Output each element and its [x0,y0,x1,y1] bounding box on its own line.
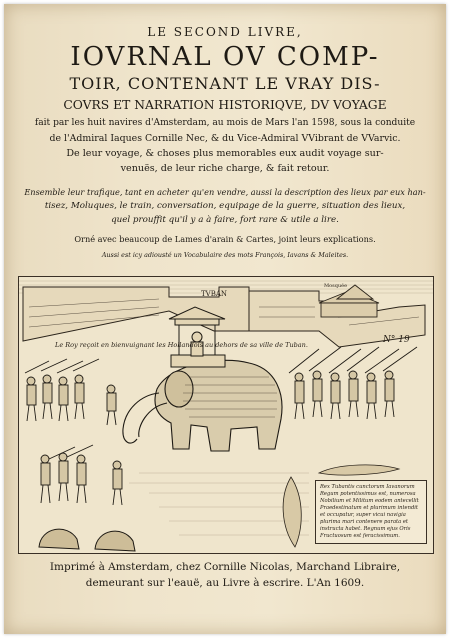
engraving-illustration [18,276,434,554]
shields [39,529,135,551]
title-page [4,4,446,634]
mosque [319,285,379,317]
title-line-4: COVRS ET NARRATION HISTORIQVE, DV VOYAGE [63,98,387,112]
howdah [169,307,225,367]
subtitle-line-1: Ensemble leur trafique, tant en acheter qu'en vendre, aussi la description des lieux par eux han- [24,187,426,197]
imprint-line-1: Imprimé à Amsterdam, chez Cornille Nicolas, Marchand Libraire, [49,561,401,573]
title-line-6: de l'Admiral Iaques Cornille Nec, & du Vice-Admiral VVibrant de VVarvic. [49,133,401,144]
subtitle-line-3: quel prouffit qu'il y a à faire, fort rare & utile a lire. [111,215,339,225]
title-line-2: IOVRNAL OV COMP- [70,42,380,72]
trumpeters [41,445,122,505]
imprint-line-2: demeurant sur l'eauë, au Livre à escrire. L'An 1609. [85,577,365,589]
title-line-5: fait par les huit navires d'Amsterdam, au mois de Mars l'an 1598, sous la conduite [34,118,416,128]
title-line-8: venuës, de leur riche charge, & fait retour. [120,163,330,174]
title-line-3: TOIR, CONTENANT LE VRAY DIS- [69,74,381,93]
mosque-label: Mosquée [324,283,348,289]
vocabulary-line: Aussi est icy adiousté un Vocabulaire des mots François, Iavans & Maleites. [101,251,349,259]
plate-number: N° 19 [383,335,410,345]
ornament-line: Orné avec beaucoup de Lames d'arain & Cartes, joint leurs explications. [74,234,376,244]
soldiers-left [25,359,116,425]
soldiers-right [289,347,417,419]
latin-cartouche: Rex Tubantis cunctorum Iavanorum Regum potentissimus est, numerosa Nobilium et Militum eodem antecellit Praedestinatum et plurimum intendit et occupatur, super vicui navigia plurima mari contenere parata et instructa habet. Regnum ejus Oris Fructuosum est feracissimum. [315,480,427,544]
elephant [123,360,282,451]
title-line-1: LE SECOND LIVRE, [147,25,303,39]
subtitle-line-2: tisez, Moluques, le train, conversation, equipage de la guerre, situation des lieux, [44,201,406,211]
town-label: TVBAN [201,290,228,298]
title-line-7: De leur voyage, & choses plus memorables eux audit voyage sur- [66,148,384,159]
scene-caption: Le Roy reçoit en bienvuignant les Hollandois au dehors de sa ville de Tuban. [55,341,308,349]
